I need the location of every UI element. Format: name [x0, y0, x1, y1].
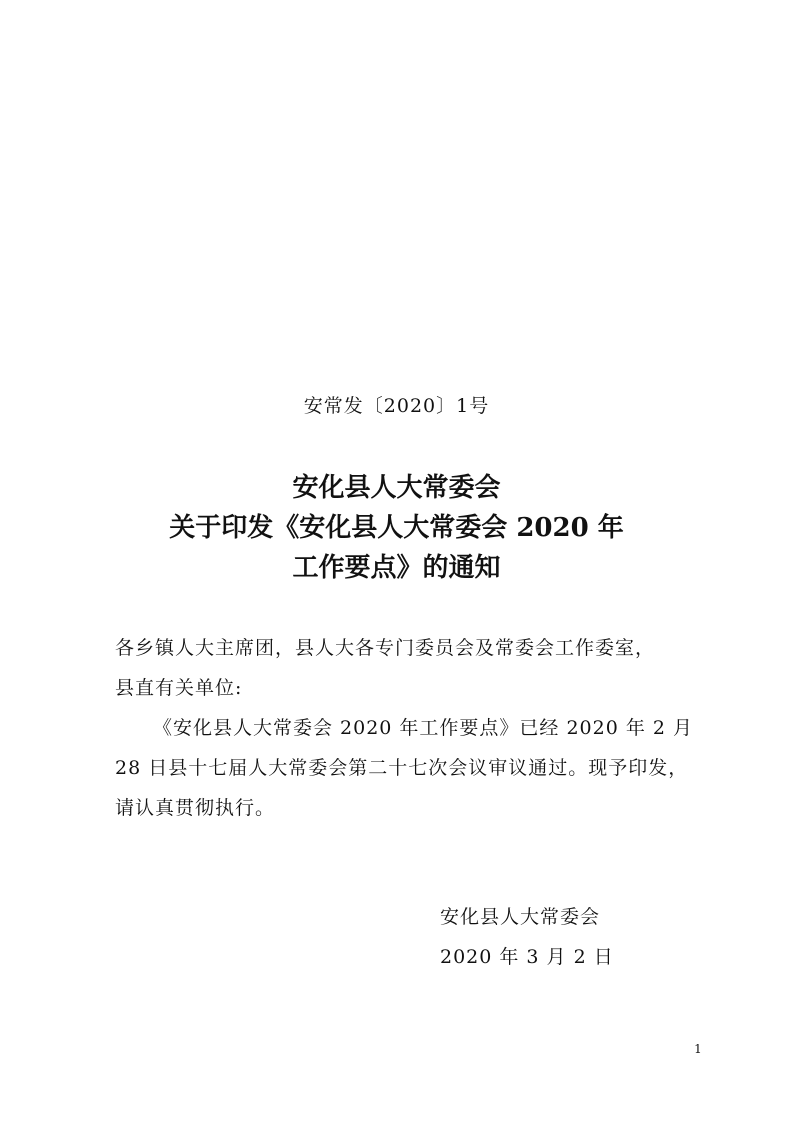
- title-line-3: 工作要点》的通知: [292, 553, 501, 583]
- title-line-2: 关于印发《安化县人大常委会 2020 年: [169, 513, 624, 543]
- document-title: [0, 468, 793, 588]
- page-number: 1: [694, 1042, 702, 1056]
- title-line-1: 安化县人大常委会: [292, 473, 501, 503]
- addressee: [115, 628, 695, 708]
- addressee-line-1: 各乡镇人大主席团，县人大各专门委员会及常委会工作委室，: [115, 637, 656, 659]
- body-paragraph: 《安化县人大常委会 2020 年工作要点》已经 2020 年 2 月 28 日县十七届人大常委会第二十七次会议审议通过。现予印发，请认真贯彻执行。: [115, 717, 694, 819]
- signature-date-text: 2020 年 3 月 2 日: [440, 946, 614, 968]
- signature-org-text: 安化县人大常委会: [440, 906, 601, 928]
- document-number: 安常发〔2020〕1号: [303, 395, 490, 417]
- addressee-line-2: 县直有关单位:: [115, 677, 243, 699]
